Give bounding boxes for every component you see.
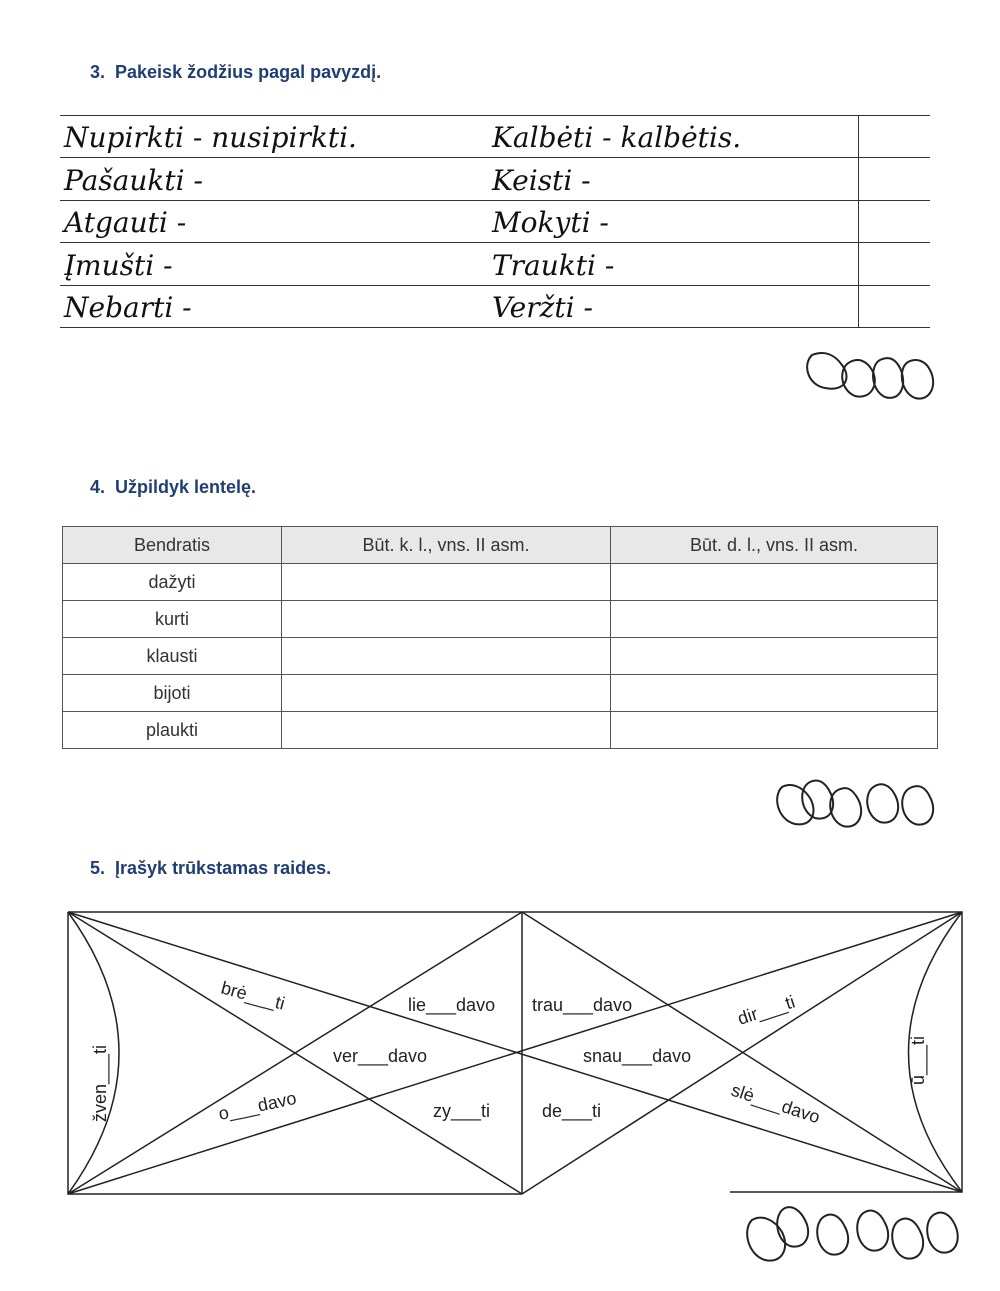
hw-left-4: Įmušti - [64, 249, 173, 282]
table-cell-verb: kurti [63, 601, 282, 638]
table-header: Bendratis [63, 527, 282, 564]
hw-left-2: Pašaukti - [64, 164, 203, 197]
word-lie: lie___davo [408, 995, 496, 1015]
hw-left-1: Nupirkti - nusipirkti. [64, 121, 357, 154]
hw-right-5: Veržti - [492, 291, 593, 324]
task-5-number: 5. [90, 858, 106, 878]
task-5-text: Įrašyk trūkstamas raides. [115, 858, 332, 878]
word-zy: zy___ti [433, 1101, 491, 1121]
beans-icon [740, 1200, 965, 1275]
hw-right-2: Keisti - [492, 164, 591, 197]
hw-left-3: Atgauti - [64, 206, 187, 239]
word-ver: ver___davo [333, 1046, 428, 1066]
table-cell-verb: dažyti [63, 564, 282, 601]
word-de: de___ti [542, 1101, 602, 1121]
word-trau: trau___davo [532, 995, 633, 1015]
table-header: Būt. d. l., vns. II asm. [611, 527, 938, 564]
task-4-text: Užpildyk lentelę. [115, 477, 257, 497]
word-dir: dir___ti [735, 991, 798, 1029]
word-bre: brė___ti [218, 977, 287, 1014]
hw-right-3: Mokyti - [492, 206, 609, 239]
hw-right-1: Kalbėti - kalbėtis. [492, 121, 742, 154]
word-u: ū___ti [908, 1035, 928, 1085]
word-snau: snau___davo [583, 1046, 692, 1066]
table-header: Būt. k. l., vns. II asm. [282, 527, 611, 564]
word-zven: žven___ti [90, 1044, 110, 1122]
table-cell-verb: bijoti [63, 675, 282, 712]
task-3-text: Pakeisk žodžius pagal pavyzdį. [115, 62, 382, 82]
word-o: o___davo [216, 1087, 299, 1124]
task-4-number: 4. [90, 477, 106, 497]
word-sle: slė___davo [728, 1079, 823, 1128]
hw-right-4: Traukti - [492, 249, 615, 282]
table-cell-verb: klausti [63, 638, 282, 675]
hw-left-5: Nebarti - [64, 291, 192, 324]
task-3-number: 3. [90, 62, 106, 82]
table-cell-verb: plaukti [63, 712, 282, 749]
